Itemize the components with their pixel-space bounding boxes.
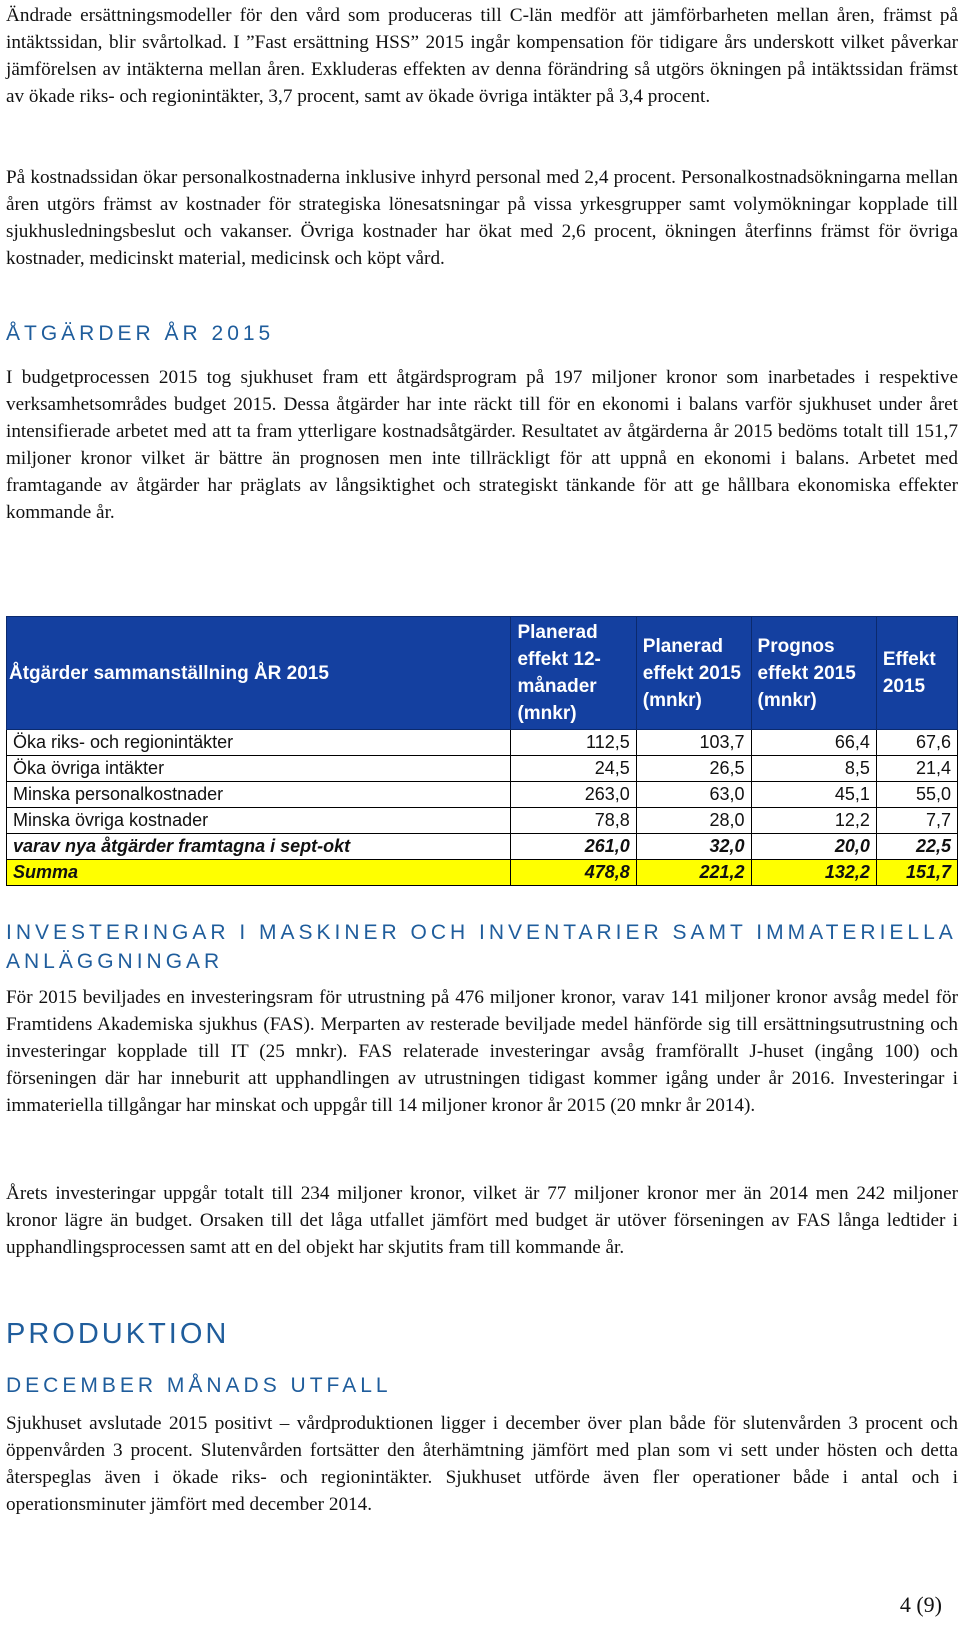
table-cell: 21,4 [876,756,957,782]
table-cell: 28,0 [636,808,751,834]
table-cell: 12,2 [751,808,876,834]
paragraph-atgarder: I budgetprocessen 2015 tog sjukhuset fram ett åtgärdsprogram på 197 miljoner kronor som inarbetades i respektive verksamhetsområdes budget 2015. Dessa åtgärder har inte räckt till för en ekonomi i balans varför sjukhuset under året intensifierade arbetet med att ta fram ytterligare kostnadsåtgärder. Resultatet av åtgärderna år 2015 bedöms totalt till 151,7 miljoner kronor vilket är bättre än prognosen men inte tillräckligt för att uppnå en ekonomi i balans. Arbetet med framtagande av åtgärder har präglats av långsiktighet och strategiskt tänkande för att ge hållbara ekonomiska effekter kommande år. [6,367,958,523]
table-header-cell: Planerad effekt 12-månader (mnkr) [511,617,636,730]
table-cell: 67,6 [876,730,957,756]
heading-investeringar: INVESTERINGAR I MASKINER OCH INVENTARIER SAMT IMMATERIELLA ANLÄGGNINGAR [6,921,956,973]
table-cell: 8,5 [751,756,876,782]
table-cell: 103,7 [636,730,751,756]
paragraph-investeringsram: För 2015 beviljades en investeringsram för utrustning på 476 miljoner kronor, varav 141 miljoner kronor avsåg medel för Framtidens Akademiska sjukhus (FAS). Merparten av resterade beviljade medel hänförde sig till ersättningsutrustning och investeringar kopplade till IT (25 mnkr). FAS relaterade investeringar avsåg framförallt J-huset (ingång 100) och förseningen där har inneburit att upphandlingen av utrustningen tidigast kommer igång under år 2016. Investeringar i immateriella tillgångar har minskat och uppgår till 14 miljoner kronor år 2015 (20 mnkr år 2014). [6,987,958,1116]
table-row-subset [7,834,958,860]
table-cell: 26,5 [636,756,751,782]
table-row [7,730,958,756]
heading-produktion: PRODUKTION [6,1318,230,1350]
paragraph-december: Sjukhuset avslutade 2015 positivt – vårdproduktionen ligger i december över plan både för slutenvården 3 procent och öppenvården 3 procent. Slutenvården fortsätter den återhämtning jämfört med plan som vi sett under hösten och detta återspeglas även i ökade riks- och regionintäkter. Sjukhuset utförde även fler operationer både i antal och i operationsminuter jämfört med december 2014. [6,1413,958,1515]
paragraph-arets-investeringar: Årets investeringar uppgår totalt till 234 miljoner kronor, vilket är 77 miljoner kronor mer än 2014 men 242 miljoner kronor lägre än budget. Orsaken till det låga utfallet jämfört med budget är utöver förseningen av FAS långa ledtider i upphandlingsprocessen samt att en del objekt har skjutits fram till kommande år. [6,1183,958,1258]
paragraph-cost-side: På kostnadssidan ökar personalkostnaderna inklusive inhyrd personal med 2,4 procent. Personalkostnadsökningarna mellan åren utgörs främst av kostnader för strategiska lönesatsningar på vissa yrkesgrupper samt volymökningar kopplade till sjukhusledningsbeslut och vakanser. Övriga kostnader har ökat med 2,6 procent, ökningen återfinns främst för övriga kostnader, medicinskt material, medicinsk och köpt vård. [6,167,958,269]
table-header-cell: Planerad effekt 2015 (mnkr) [636,617,751,730]
table-header-cell: Effekt 2015 [876,617,957,730]
table-row [7,808,958,834]
table-cell-label: Öka riks- och regionintäkter [7,730,511,756]
table-row [7,782,958,808]
table-header-row [7,617,958,730]
heading-december: DECEMBER MÅNADS UTFALL [6,1374,392,1397]
table-cell: 63,0 [636,782,751,808]
table-header-cell: Prognos effekt 2015 (mnkr) [751,617,876,730]
table-cell: 261,0 [511,834,636,860]
page-number: 4 (9) [899,1592,942,1617]
paragraph-revenue-comparison: Ändrade ersättningsmodeller för den vård som produceras till C-län medför att jämförbarheten mellan åren, främst på intäktssidan, blir svårtolkad. I ”Fast ersättning HSS” 2015 ingår kompensation för tidigare års underskott vilket påverkar jämförelsen av intäkterna mellan åren. Exkluderas effekten av denna förändring så utgörs ökningen på intäktssidan främst av ökade riks- och regionintäkter, 3,7 procent, samt av ökade övriga intäkter på 3,4 procent. [6,5,958,107]
table-cell: 22,5 [876,834,957,860]
table-cell: 478,8 [511,860,636,886]
table-cell: 78,8 [511,808,636,834]
table-cell: 151,7 [876,860,957,886]
table-row-sum [7,860,958,886]
table-cell: 55,0 [876,782,957,808]
table-cell: 66,4 [751,730,876,756]
table-row [7,756,958,782]
table-cell-label: Minska övriga kostnader [7,808,511,834]
table-cell: 7,7 [876,808,957,834]
table-cell: 20,0 [751,834,876,860]
table-cell: 32,0 [636,834,751,860]
table-cell: 24,5 [511,756,636,782]
table-cell: 132,2 [751,860,876,886]
table-cell-label: Minska personalkostnader [7,782,511,808]
table-cell: 45,1 [751,782,876,808]
table-cell-label: Öka övriga intäkter [7,756,511,782]
table-cell-label: varav nya åtgärder framtagna i sept-okt [7,834,511,860]
table-cell-label: Summa [7,860,511,886]
table-cell: 112,5 [511,730,636,756]
table-header-cell: Åtgärder sammanställning ÅR 2015 [7,617,511,730]
atgarder-table [6,616,958,886]
heading-atgarder: ÅTGÄRDER ÅR 2015 [6,322,275,345]
table-cell: 263,0 [511,782,636,808]
table-cell: 221,2 [636,860,751,886]
